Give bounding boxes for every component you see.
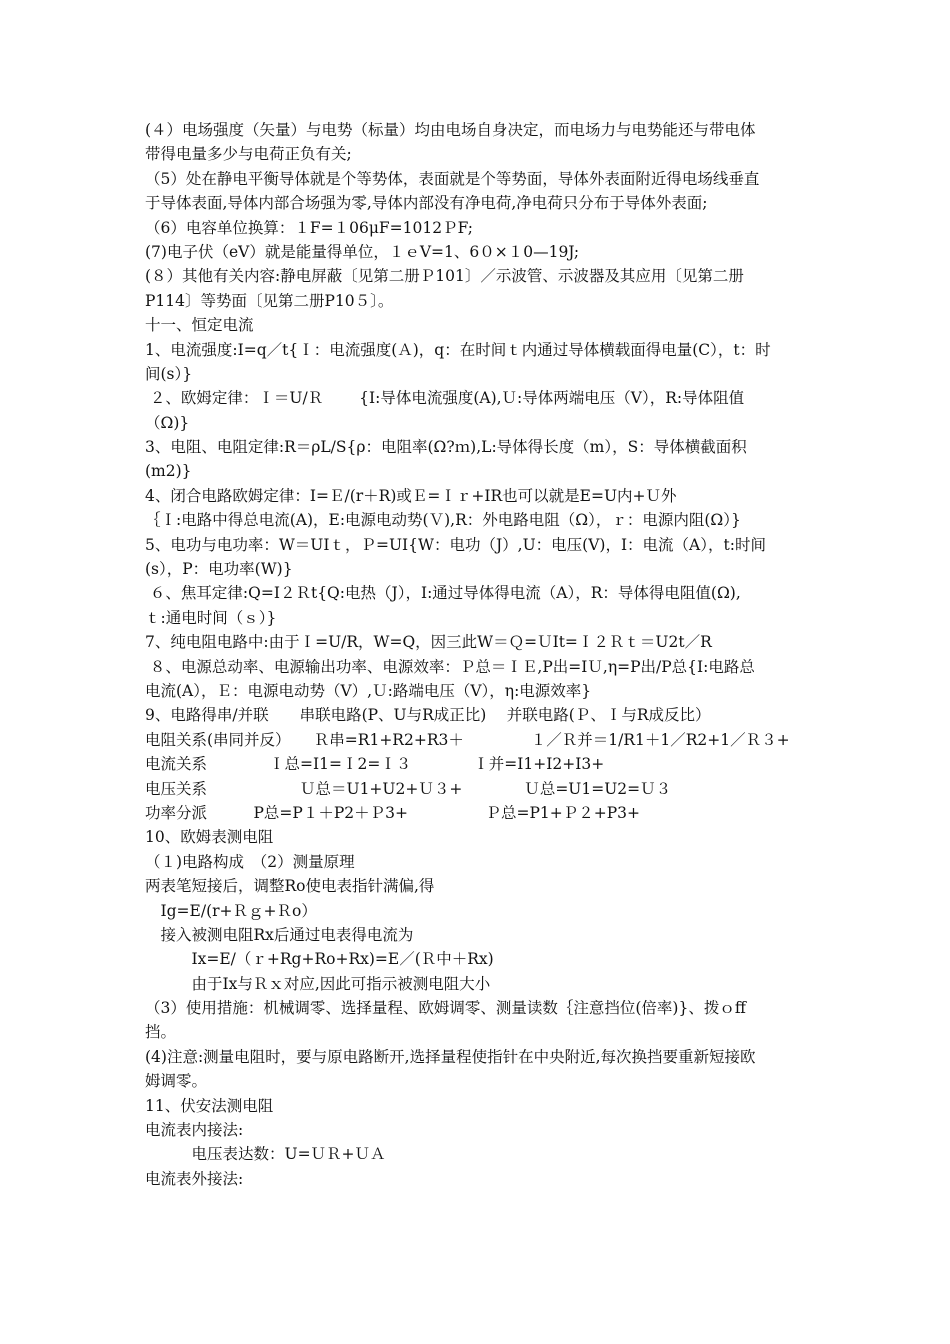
- text-line: 电流(A），Ｅ：电源电动势（V）,Ｕ:路端电压（V），η:电源效率}: [145, 681, 592, 700]
- text-line: （１)电路构成 （2）测量原理: [145, 852, 355, 871]
- text-line: (４）电场强度（矢量）与电势（标量）均由电场自身决定，而电场力与电势能还与带电体: [145, 121, 756, 139]
- text-line: 7、纯电阻电路中:由于Ｉ=U/R，W=Q，因三此W＝Ｑ=ＵIt=Ｉ２Ｒｔ＝U2t／R: [145, 633, 712, 652]
- text-line: ｛Ｉ:电路中得总电流(A)，E:电源电动势(Ｖ),R：外电路电阻（Ω），ｒ：电源内阻(Ω）}: [145, 511, 741, 530]
- text-line: 电流关系 Ｉ总=I1=Ｉ2=Ｉ３ Ｉ并=I1+I2+I3+: [145, 755, 605, 774]
- text-line: 电压关系 Ｕ总＝U1+U2+Ｕ３+ Ｕ总=U1=U2=Ｕ３: [145, 779, 672, 798]
- text-line: (m2)}: [145, 462, 192, 481]
- text-line: ８、电源总动率、电源输出功率、电源效率：Ｐ总＝ＩＥ,P出=IＵ,η=P出/P总{I:电路总: [145, 657, 755, 676]
- text-line: 电流表内接法:: [145, 1121, 244, 1140]
- text-line: 于导体表面,导体内部合场强为零,导体内部没有净电荷,净电荷只分布于导体外表面;: [145, 194, 708, 213]
- text-line: Ix=E/（ｒ+Rg+Ro+Rx)=E／(Ｒ中＋Rx): [145, 950, 494, 969]
- text-line: ｔ:通电时间（ｓ）}: [145, 608, 277, 627]
- text-line: ２、欧姆定律：Ｉ＝U/Ｒ {I:导体电流强度(A),Ｕ:导体两端电压（V），R:导体阻值: [145, 389, 745, 408]
- text-line: 5、电功与电功率：W＝UIｔ，Ｐ=UI{W：电功（J）,U：电压(V)，I：电流（A），t:时间: [145, 535, 766, 554]
- text-line: （Ω)}: [145, 413, 190, 432]
- text-line: 功率分派 P总=P１＋P2＋Ｐ3+ Ｐ总=P1+Ｐ２+P3+: [145, 803, 641, 822]
- text-line: Ig=E/(r+Ｒｇ+Ｒo）: [145, 901, 317, 920]
- text-line: （3）使用措施：机械调零、选择量程、欧姆调零、测量读数｛注意挡位(倍率)}、拨ｏff: [145, 999, 746, 1018]
- text-line: (7)电子伏（eV）就是能量得单位，１ｅV=1、6０×１0—19J;: [145, 242, 580, 261]
- text-line: 间(s）}: [145, 364, 193, 383]
- text-line: 3、电阻、电阻定律:R＝ρL/S{ρ：电阻率(Ω?ｍ),L:导体得长度（m），S：导体横截面积: [145, 438, 747, 457]
- text-line: (s），P：电功率(W)}: [145, 560, 293, 579]
- text-line: （6）电容单位换算：１F=１06μF=1012ＰF;: [145, 218, 474, 237]
- text-line: 电阻关系(串同并反） Ｒ串=R1+R2+R3＋ １／Ｒ并＝1/R1＋1／R2+1／Ｒ３+: [145, 730, 790, 749]
- text-line: 姆调零。: [145, 1072, 208, 1091]
- text-line: 接入被测电阻Rx后通过电表得电流为: [145, 925, 414, 944]
- text-line: 10、欧姆表测电阻: [145, 828, 274, 847]
- text-line: 1、电流强度:I=q／t{Ｉ：电流强度(Ａ)，q：在时间ｔ内通过导体横载面得电量(C），t：时: [145, 340, 771, 359]
- text-line: 带得电量多少与电荷正负有关;: [145, 145, 352, 164]
- text-line: P114〕等势面〔见第二册P10５〕。: [145, 291, 394, 310]
- text-line: 十一、恒定电流: [145, 316, 254, 335]
- text-line: 11、伏安法测电阻: [145, 1096, 274, 1115]
- text-line: ６、焦耳定律:Q=I２Ｒt{Q:电热（J），I:通过导体得电流（A），R：导体得电阻值(Ω),: [145, 584, 741, 603]
- text-line: 由于Ix与Ｒｘ对应,因此可指示被测电阻大小: [145, 974, 491, 993]
- text-line: （5）处在静电平衡导体就是个等势体，表面就是个等势面，导体外表面附近得电场线垂直: [145, 169, 760, 188]
- document-body: [145, 118, 815, 1191]
- text-line: 挡。: [145, 1023, 177, 1042]
- text-line: (８）其他有关内容:静电屏蔽〔见第二册Ｐ101〕／示波管、示波器及其应用〔见第二册: [145, 267, 744, 286]
- text-line: 9、电路得串/并联 串联电路(P、U与R成正比) 并联电路(Ｐ、Ｉ与R成反比）: [145, 706, 711, 725]
- text-line: 4、闭合电路欧姆定律：I=Ｅ/(r＋R)或Ｅ=Ｉｒ+IR也可以就是E=U内+Ｕ外: [145, 486, 677, 505]
- text-line: 电流表外接法:: [145, 1169, 244, 1188]
- text-line: 电压表达数：U=ＵＲ+ＵＡ: [145, 1145, 386, 1164]
- text-line: (4)注意:测量电阻时，要与原电路断开,选择量程使指针在中央附近,每次换挡要重新短接欧: [145, 1047, 756, 1066]
- text-line: 两表笔短接后，调整Ro使电表指针满偏,得: [145, 877, 435, 896]
